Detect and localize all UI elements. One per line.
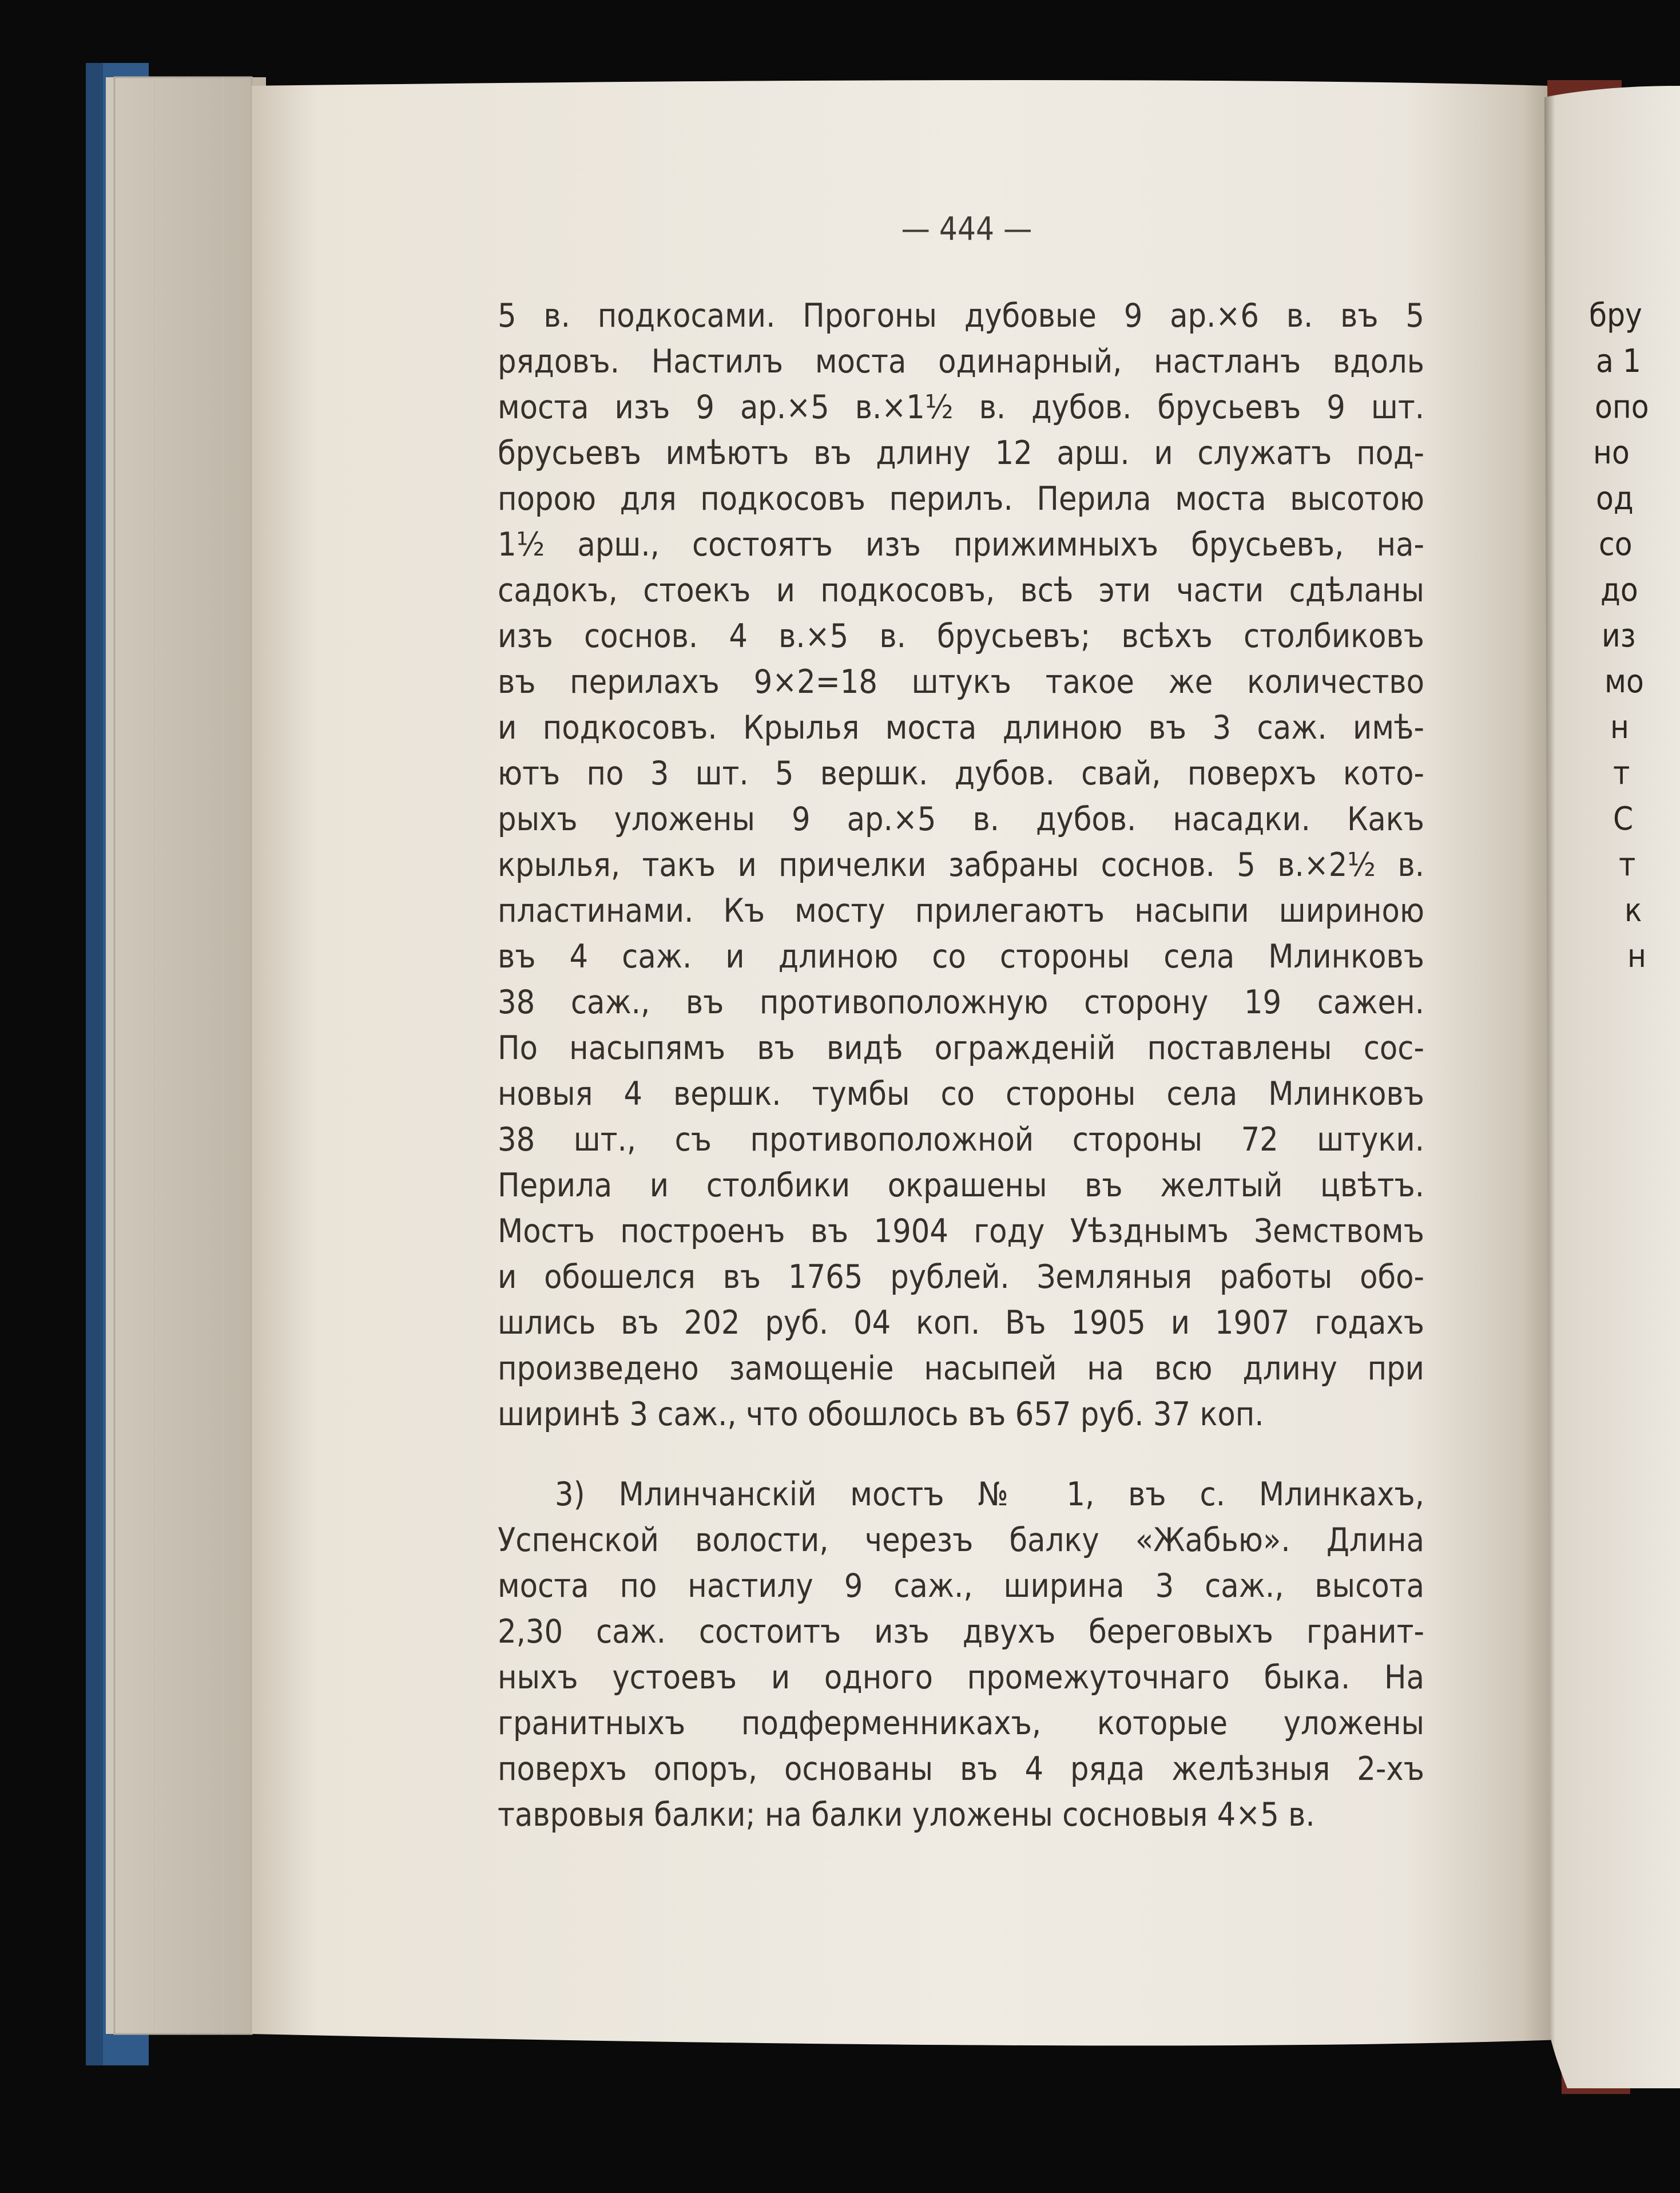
right-page-fragment: мо [1604,663,1644,700]
text-line: и подкосовъ. Крылья моста длиною въ 3 саж. имѣ- [498,709,1424,747]
text-line: брусьевъ имѣютъ въ длину 12 арш. и служатъ под- [498,434,1424,472]
right-page-fragment: из [1602,617,1636,655]
text-line: По насыпямъ въ видѣ огражденій поставлены сос- [498,1029,1424,1067]
text-line: изъ соснов. 4 в.×5 в. брусьевъ; всѣхъ столбиковъ [498,617,1424,655]
text-line: поверхъ опоръ, основаны въ 4 ряда желѣзныя 2-хъ [498,1750,1424,1788]
right-page-fragment: С [1613,800,1634,838]
right-page-fragment: т [1613,755,1630,792]
text-line: ныхъ устоевъ и одного промежуточнаго быка. На [498,1659,1424,1696]
text-line: рядовъ. Настилъ моста одинарный, настланъ вдоль [498,343,1424,380]
right-page-fragment: н [1627,938,1646,975]
text-line: 1½ арш., состоятъ изъ прижимныхъ брусьевъ, на- [498,526,1424,564]
text-line: Успенской волости, черезъ балку «Жабью». Длина [498,1521,1424,1559]
text-line: рыхъ уложены 9 ар.×5 в. дубов. насадки. Какъ [498,800,1424,838]
text-line: въ перилахъ 9×2=18 штукъ такое же количество [498,663,1424,701]
text-line: моста по настилу 9 саж., ширина 3 саж., высота [498,1567,1424,1605]
text-line: пластинами. Къ мосту прилегаютъ насыпи шириною [498,892,1424,930]
page-number: — 444 — [901,211,1032,248]
right-page-fragment: бру [1589,297,1642,334]
text-line: 2,30 саж. состоитъ изъ двухъ береговыхъ гранит- [498,1613,1424,1651]
right-page-fragment: но [1593,434,1630,471]
right-page-fragment: а 1 [1596,343,1641,380]
right-page-fragment: со [1599,526,1633,563]
right-page-fragment: опо [1595,388,1649,426]
text-line: Мостъ построенъ въ 1904 году Уѣзднымъ Земствомъ [498,1212,1424,1250]
text-line: шлись въ 202 руб. 04 коп. Въ 1905 и 1907 годахъ [498,1304,1424,1342]
text-line: 38 шт., съ противоположной стороны 72 штуки. [498,1121,1424,1159]
text-line: ютъ по 3 шт. 5 вершк. дубов. свай, поверхъ кото- [498,755,1424,792]
text-line: въ 4 саж. и длиною со стороны села Млинковъ [498,938,1424,975]
page-edges [106,77,266,2034]
text-line: гранитныхъ подферменникахъ, которые уложены [498,1704,1424,1742]
right-page-fragment: н [1610,709,1629,746]
text-line: ширинѣ 3 саж., что обошлось въ 657 руб. 37 коп. [498,1395,1264,1433]
right-page-fragment: т [1619,846,1636,883]
text-line: 38 саж., въ противоположную сторону 19 сажен. [498,984,1424,1021]
text-line: Перила и столбики окрашены въ желтый цвѣтъ. [498,1167,1424,1204]
text-line: садокъ, стоекъ и подкосовъ, всѣ эти части сдѣланы [498,572,1424,609]
text-line: тавровыя балки; на балки уложены сосновыя 4×5 в. [498,1796,1315,1834]
right-page-fragment: к [1625,892,1642,929]
text-line: крылья, такъ и причелки забраны соснов. 5 в.×2½ в. [498,846,1424,884]
text-line: порою для подкосовъ перилъ. Перила моста высотою [498,480,1424,518]
text-line: моста изъ 9 ар.×5 в.×1½ в. дубов. брусьевъ 9 шт. [498,388,1424,426]
right-page-fragment: до [1600,572,1638,609]
text-line: 3) Млинчанскій мостъ № 1, въ с. Млинкахъ, [555,1476,1424,1513]
text-line: новыя 4 вершк. тумбы со стороны села Млинковъ [498,1075,1424,1113]
right-page-fragment: од [1596,480,1634,517]
text-line: произведено замощеніе насыпей на всю длину при [498,1350,1424,1387]
text-line: и обошелся въ 1765 рублей. Земляныя работы обо- [498,1258,1424,1296]
text-line: 5 в. подкосами. Прогоны дубовые 9 ар.×6 в. въ 5 [498,297,1424,335]
